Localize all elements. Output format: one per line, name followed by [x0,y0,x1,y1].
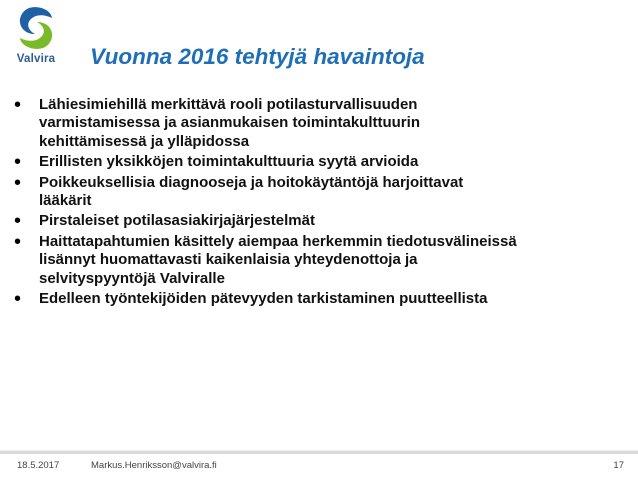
footer-date: 18.5.2017 [17,460,60,471]
bullet-icon: • [14,288,22,311]
bullet-list [14,96,614,310]
bullet-icon: • [14,210,22,233]
bullet-icon: • [14,171,22,194]
bullet-item [14,210,614,233]
valvira-logo [8,6,64,68]
page-number: 17 [613,460,624,471]
bullet-item [14,96,614,151]
bullet-text: Poikkeuksellisia diagnooseja ja hoitokäytäntöjä harjoittavat lääkärit [39,173,464,210]
bullet-text: Haittatapahtumien käsittely aiempaa herkemmin tiedotusvälineissä lisännyt huomattavasti kaikenlaisia yhteydenottoja ja selvityspyyntöjä Valviralle [39,232,517,287]
bullet-icon: • [14,230,22,253]
bullet-text: Lähiesimiehillä merkittävä rooli potilasturvallisuuden varmistamisessa ja asianmukaisen toimintakulttuurin kehittämisessä ja ylläpidossa [39,96,420,150]
bullet-item [14,151,614,174]
bullet-item [14,288,614,311]
bullet-text: Erillisten yksikköjen toimintakulttuuria syytä arvioida [39,153,419,171]
slide-title: Vuonna 2016 tehtyjä havaintoja [90,44,425,69]
bullet-icon: • [14,94,22,116]
bullet-item [14,230,614,288]
bullet-text: Edelleen työntekijöiden pätevyyden tarkistaminen puutteellista [39,290,488,308]
bullet-text: Pirstaleiset potilasasiakirjajärjestelmät [39,212,315,230]
footer-divider [0,450,638,454]
bullet-item [14,171,614,211]
bullet-icon: • [14,151,22,174]
footer-author-email: Markus.Henriksson@valvira.fi [91,460,217,471]
valvira-logo-icon [17,6,55,50]
logo-text: Valvira [16,53,56,65]
